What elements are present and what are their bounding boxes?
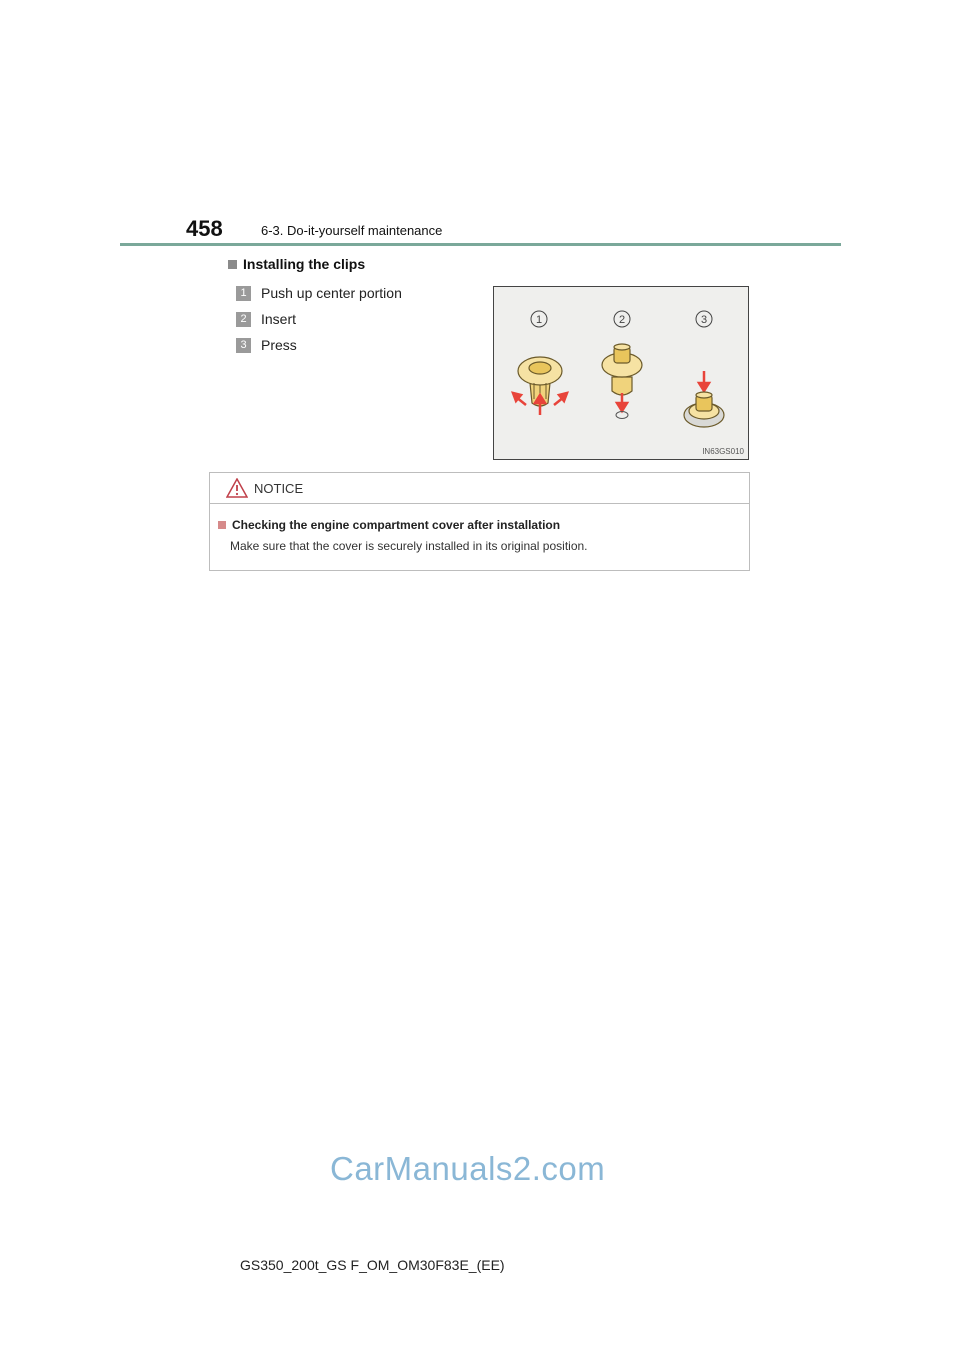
- watermark: CarManuals2.com: [330, 1150, 606, 1187]
- subheading-text: Installing the clips: [243, 256, 366, 272]
- square-bullet-icon: [218, 521, 226, 529]
- arrow-icon: [617, 393, 627, 411]
- notice-subhead-text: Checking the engine compartment cover after installation: [232, 518, 561, 532]
- notice-subhead: [218, 518, 560, 532]
- page-number: 458: [186, 216, 223, 241]
- notice-box: [209, 472, 750, 571]
- step-number-badge: 2: [236, 312, 251, 327]
- square-bullet-icon: [228, 260, 237, 269]
- clip-illustration: [493, 286, 749, 460]
- warning-triangle-icon: [226, 478, 248, 498]
- clip-drawing: [494, 287, 750, 461]
- figure-label-1: 1: [535, 314, 543, 326]
- notice-header: [210, 473, 749, 504]
- arrow-icon: [699, 371, 709, 391]
- section-title: 6-3. Do-it-yourself maintenance: [261, 223, 443, 238]
- subheading: [228, 256, 365, 272]
- notice-text: Make sure that the cover is securely installed in its original position.: [230, 539, 588, 553]
- step-label: Push up center portion: [261, 285, 402, 301]
- footer-code: GS350_200t_GS F_OM_OM30F83E_(EE): [240, 1257, 505, 1273]
- figure-label-3: 3: [700, 314, 708, 326]
- step-label: Press: [261, 337, 297, 353]
- step-item: [236, 311, 296, 327]
- figure-code: IN63GS010: [702, 447, 744, 456]
- header-rule: [120, 243, 841, 246]
- clip-2-icon: [602, 344, 642, 395]
- clip-3-icon: [684, 392, 724, 427]
- step-item: [236, 337, 297, 353]
- step-label: Insert: [261, 311, 297, 327]
- step-item: [236, 285, 402, 301]
- step-number-badge: 3: [236, 338, 251, 353]
- arrow-icon: [513, 393, 567, 415]
- figure-label-2: 2: [618, 314, 626, 326]
- notice-title: NOTICE: [254, 481, 304, 496]
- step-number-badge: 1: [236, 286, 251, 301]
